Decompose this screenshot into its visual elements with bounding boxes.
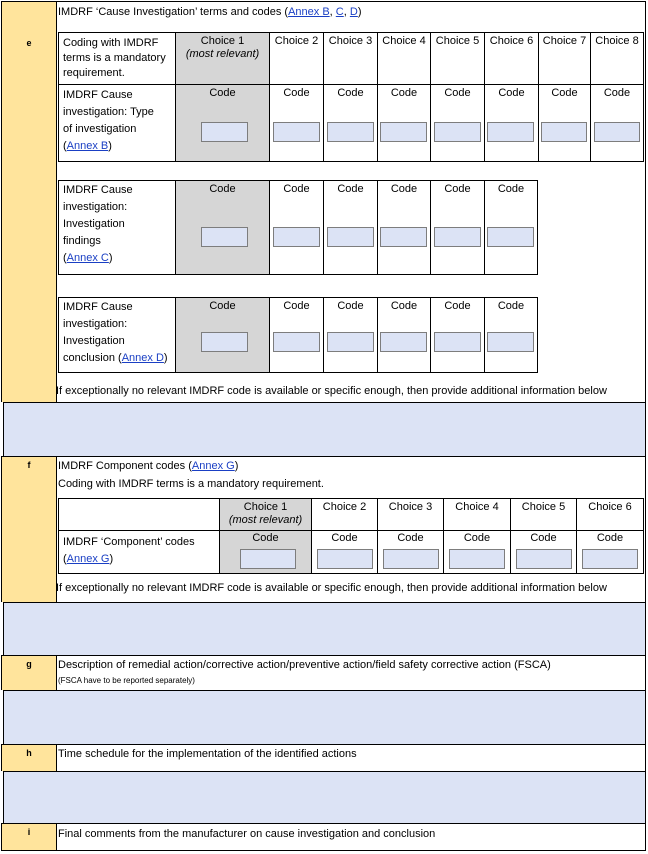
annex-d-link[interactable]: D — [349, 6, 358, 18]
e-row-type-label: IMDRF Cause investigation: Type of investigation (Annex B) — [58, 84, 176, 162]
section-i-letter: i — [27, 827, 31, 837]
e-row1-code-6-cell: Code — [484, 84, 539, 162]
section-f-additional-info-field[interactable] — [3, 602, 646, 655]
e-row1-code-6-input[interactable] — [487, 122, 534, 142]
e-row3-code-5-input[interactable] — [434, 332, 481, 352]
e-row2-code-6-input[interactable] — [487, 227, 534, 247]
row-annex-g-link[interactable]: Annex G — [66, 553, 110, 565]
e-choice-4-header: Choice 4 — [377, 32, 431, 85]
f-choice-5-header: Choice 5 — [510, 498, 577, 531]
e-row1-code-3-input[interactable] — [327, 122, 374, 142]
f-code-1-cell: Code — [219, 530, 312, 574]
e-row1-code-2-cell: Code — [269, 84, 324, 162]
mandatory-note-cell: Coding with IMDRF terms is a mandatory requirement. — [58, 32, 176, 85]
e-row1-code-7-cell: Code — [538, 84, 591, 162]
f-code-2-cell: Code — [311, 530, 378, 574]
e-row1-code-5-cell: Code — [430, 84, 485, 162]
e-row3-code-2-input[interactable] — [273, 332, 320, 352]
e-choice-8-header: Choice 8 — [590, 32, 644, 85]
f-code-2-input[interactable] — [317, 549, 373, 569]
annex-c-link[interactable]: C — [335, 6, 344, 18]
e-row3-code-2-cell: Code — [269, 297, 324, 373]
f-row-component-label: IMDRF ‘Component’ codes (Annex G) — [58, 530, 220, 574]
e-row2-code-6-cell: Code — [484, 180, 538, 275]
f-code-6-input[interactable] — [582, 549, 638, 569]
f-choice-4-header: Choice 4 — [443, 498, 511, 531]
section-h-schedule-field[interactable] — [3, 771, 646, 823]
e-choice-7-header: Choice 7 — [538, 32, 591, 85]
e-choice-6-header: Choice 6 — [484, 32, 539, 85]
section-f-title: IMDRF Component codes (Annex G) — [58, 460, 239, 472]
section-f-letter: f — [27, 460, 31, 470]
section-e-letter: e — [26, 38, 32, 48]
e-row2-code-4-input[interactable] — [380, 227, 427, 247]
e-row1-code-8-input[interactable] — [594, 122, 640, 142]
section-h-title: Time schedule for the implementation of the identified actions — [58, 748, 357, 760]
e-row3-code-4-input[interactable] — [380, 332, 427, 352]
annex-b-link[interactable]: Annex B — [288, 6, 330, 18]
section-h-letter: h — [26, 748, 32, 758]
section-g-title: Description of remedial action/corrective action/preventive action/field safety corrective action (FSCA) — [58, 659, 551, 671]
e-row1-code-3-cell: Code — [323, 84, 378, 162]
e-row3-code-6-cell: Code — [484, 297, 538, 373]
e-row2-code-2-cell: Code — [269, 180, 324, 275]
section-e-additional-info-field[interactable] — [3, 402, 646, 456]
e-row1-code-5-input[interactable] — [434, 122, 481, 142]
section-g-description-field[interactable] — [3, 690, 646, 744]
e-row1-code-2-input[interactable] — [273, 122, 320, 142]
row-annex-c-link[interactable]: Annex C — [66, 252, 109, 264]
f-choice-1-header: Choice 1 (most relevant) — [219, 498, 312, 531]
e-choice-3-header: Choice 3 — [323, 32, 378, 85]
section-f-subtitle: Coding with IMDRF terms is a mandatory requirement. — [58, 478, 324, 490]
e-row2-code-1-input[interactable] — [201, 227, 248, 247]
e-row3-code-6-input[interactable] — [487, 332, 534, 352]
f-code-3-input[interactable] — [383, 549, 439, 569]
e-choice-5-header: Choice 5 — [430, 32, 485, 85]
e-row3-code-5-cell: Code — [430, 297, 485, 373]
f-code-4-input[interactable] — [449, 549, 505, 569]
e-row3-code-3-cell: Code — [323, 297, 378, 373]
f-choice-6-header: Choice 6 — [576, 498, 644, 531]
section-f-footnote: If exceptionally no relevant IMDRF code is available or specific enough, then provide additional information below — [56, 582, 607, 594]
row-annex-d-link[interactable]: Annex D — [121, 352, 164, 364]
section-g-letter: g — [26, 659, 32, 669]
section-g-subnote: (FSCA have to be reported separately) — [58, 676, 195, 685]
e-row1-code-4-input[interactable] — [380, 122, 427, 142]
section-e-footnote: If exceptionally no relevant IMDRF code is available or specific enough, then provide additional information below — [56, 385, 607, 397]
e-row3-code-1-cell: Code — [175, 297, 270, 373]
e-row2-code-5-cell: Code — [430, 180, 485, 275]
e-row1-code-1-input[interactable] — [201, 122, 248, 142]
f-blank-header-cell — [58, 498, 220, 531]
e-row2-code-3-cell: Code — [323, 180, 378, 275]
annex-g-link[interactable]: Annex G — [191, 460, 235, 472]
e-row-conclusion-label: IMDRF Cause investigation: Investigation conclusion (Annex D) — [58, 297, 176, 373]
e-row1-code-8-cell: Code — [590, 84, 644, 162]
f-code-1-input[interactable] — [240, 549, 296, 569]
f-code-4-cell: Code — [443, 530, 511, 574]
e-row2-code-1-cell: Code — [175, 180, 270, 275]
f-code-5-input[interactable] — [516, 549, 572, 569]
section-f-letter-cell — [1, 456, 56, 602]
e-row3-code-1-input[interactable] — [201, 332, 248, 352]
section-e-letter-cell — [1, 1, 56, 402]
e-choice-2-header: Choice 2 — [269, 32, 324, 85]
f-choice-2-header: Choice 2 — [311, 498, 378, 531]
e-row-findings-label: IMDRF Cause investigation: Investigation findings (Annex C) — [58, 180, 176, 275]
section-i-title: Final comments from the manufacturer on cause investigation and conclusion — [58, 828, 436, 840]
e-row1-code-1-cell: Code — [175, 84, 270, 162]
e-row3-code-3-input[interactable] — [327, 332, 374, 352]
section-e-title: IMDRF ‘Cause Investigation’ terms and codes (Annex B, C, D) — [58, 6, 362, 18]
e-row2-code-2-input[interactable] — [273, 227, 320, 247]
e-row2-code-3-input[interactable] — [327, 227, 374, 247]
e-row1-code-7-input[interactable] — [541, 122, 587, 142]
f-code-3-cell: Code — [377, 530, 444, 574]
e-row3-code-4-cell: Code — [377, 297, 431, 373]
f-choice-3-header: Choice 3 — [377, 498, 444, 531]
f-code-5-cell: Code — [510, 530, 577, 574]
row-annex-b-link[interactable]: Annex B — [66, 140, 109, 152]
e-row2-code-4-cell: Code — [377, 180, 431, 275]
e-row2-code-5-input[interactable] — [434, 227, 481, 247]
e-row1-code-4-cell: Code — [377, 84, 431, 162]
e-choice-1-header: Choice 1 (most relevant) — [175, 32, 270, 85]
f-code-6-cell: Code — [576, 530, 644, 574]
